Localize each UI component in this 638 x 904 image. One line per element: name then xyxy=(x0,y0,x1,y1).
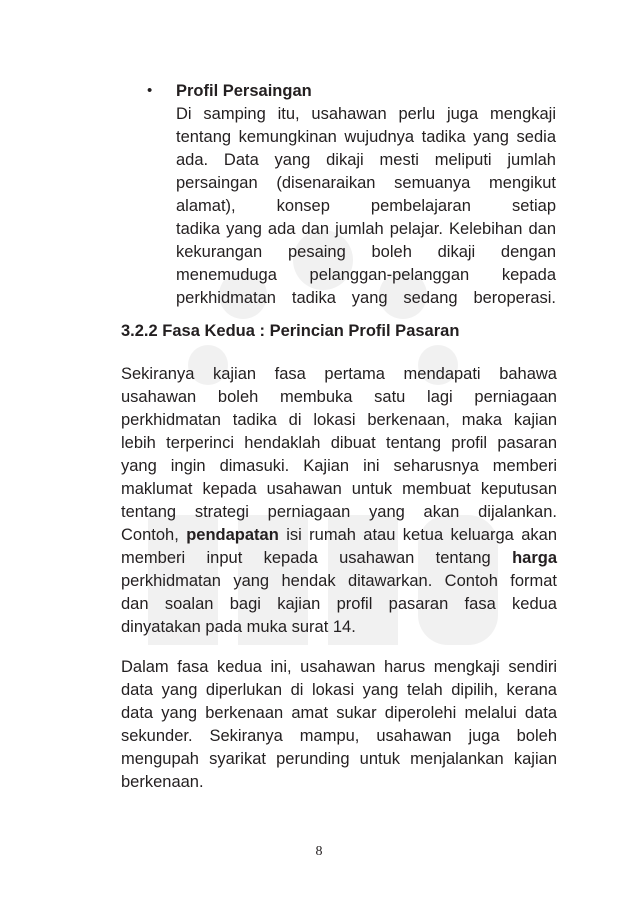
bullet-line: tadika yang ada dan jumlah pelajar. Kelebihan dan xyxy=(176,220,556,238)
paragraph-line: Sekiranya kajian fasa pertama mendapati bahawa xyxy=(121,365,557,383)
section-heading: 3.2.2 Fasa Kedua : Perincian Profil Pasaran xyxy=(121,322,460,340)
bullet-line: alamat), konsep pembelajaran setiap xyxy=(176,197,556,215)
bullet-line: ada. Data yang dikaji mesti meliputi jumlah xyxy=(176,151,556,169)
bullet-line: kekurangan pesaing boleh dikaji dengan xyxy=(176,243,556,261)
paragraph-line: lebih terperinci hendaklah dibuat tentang profil pasaran xyxy=(121,434,557,452)
page-number: 8 xyxy=(315,844,323,859)
paragraph-line: dan soalan bagi kajian profil pasaran fasa kedua xyxy=(121,595,557,613)
bold-term-pendapatan: pendapatan xyxy=(186,526,279,544)
bullet-line: Di samping itu, usahawan perlu juga mengkaji xyxy=(176,105,556,123)
text-run: memberi input kepada usahawan tentang xyxy=(121,549,491,567)
paragraph-line: maklumat kepada usahawan untuk membuat keputusan xyxy=(121,480,557,498)
bullet-line: persaingan (disenaraikan semuanya mengikut xyxy=(176,174,556,192)
paragraph-line: data yang diperlukan di lokasi yang telah dipilih, kerana xyxy=(121,681,557,699)
paragraph-line: perkhidmatan yang hendak ditawarkan. Contoh format xyxy=(121,572,557,590)
paragraph-line: data yang berkenaan amat sukar diperolehi melalui data xyxy=(121,704,557,722)
bullet-marker: • xyxy=(147,82,153,99)
paragraph-line: yang ingin dimasuki. Kajian ini seharusnya memberi xyxy=(121,457,557,475)
paragraph-line: dinyatakan pada muka surat 14. xyxy=(121,618,356,636)
paragraph-line: Dalam fasa kedua ini, usahawan harus mengkaji sendiri xyxy=(121,658,557,676)
paragraph-line xyxy=(121,523,557,547)
paragraph-line: perkhidmatan tadika di lokasi berkenaan, maka kajian xyxy=(121,411,557,429)
bullet-line: tentang kemungkinan wujudnya tadika yang sedia xyxy=(176,128,556,146)
bullet-line: menemuduga pelanggan-pelanggan kepada xyxy=(176,266,556,284)
paragraph-line: usahawan boleh membuka satu lagi perniagaan xyxy=(121,388,557,406)
bullet-title: Profil Persaingan xyxy=(176,82,312,100)
paragraph-line: mengupah syarikat perunding untuk menjalankan kajian xyxy=(121,750,557,768)
text-run: Contoh, xyxy=(121,526,179,544)
paragraph-line xyxy=(121,546,557,570)
bold-term-harga: harga xyxy=(512,549,557,567)
paragraph-line: berkenaan. xyxy=(121,773,204,791)
text-run: isi rumah atau ketua keluarga akan xyxy=(286,526,557,544)
bullet-line: perkhidmatan tadika yang sedang beroperasi. xyxy=(176,289,556,307)
paragraph-line: tentang strategi perniagaan yang akan dijalankan. xyxy=(121,503,557,521)
paragraph-line: sekunder. Sekiranya mampu, usahawan juga boleh xyxy=(121,727,557,745)
